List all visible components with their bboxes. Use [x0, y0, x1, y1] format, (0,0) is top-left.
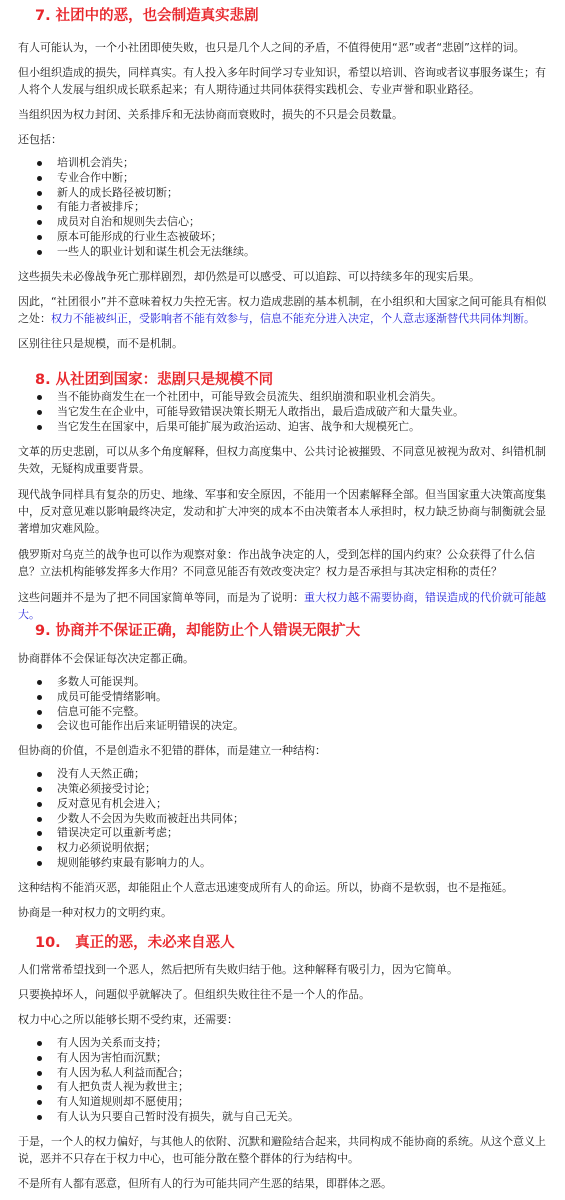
section-7-bullet-list: [0, 156, 565, 260]
list-item: 错误决定可以重新考虑；: [0, 826, 565, 841]
section-8-heading: 8. 从社团到国家：悲剧只是规模不同: [35, 372, 274, 388]
list-item: 有人因为害怕而沉默；: [0, 1051, 565, 1066]
section-9-paragraph: 但协商的价值，不是创造永不犯错的群体，而是建立一种结构：: [18, 744, 326, 758]
section-10-bullet-list: [0, 1036, 565, 1125]
section-10-paragraph: 不是所有人都有恶意，但所有人的行为可能共同产生恶的结果，即群体之恶。: [18, 1176, 392, 1190]
list-item: 成员对自治和规则失去信心；: [0, 215, 565, 230]
section-10: [0, 933, 565, 1192]
paragraph-text: 这些问题并不是为了把不同国家简单等同，而是为了说明：: [18, 591, 304, 605]
list-item: 当它发生在国家中，后果可能扩展为政治运动、迫害、战争和大规模死亡。: [0, 420, 565, 435]
section-10-heading: 10. 真正的恶，未必来自恶人: [35, 935, 235, 951]
list-item: 多数人可能误判。: [0, 675, 565, 690]
highlighted-text: 权力不能被纠正，受影响者不能有效参与，信息不能充分进入决定，个人意志逐渐替代共同体判断。: [51, 311, 535, 325]
section-9: [0, 621, 565, 921]
section-7-paragraph: 有人可能认为，一个小社团即使失败，也只是几个人之间的矛盾，不值得使用“恶”或者“悲剧”这样的词。: [18, 41, 525, 54]
list-item: 有人把负责人视为救世主；: [0, 1080, 565, 1095]
section-9-heading: 9. 协商并不保证正确，却能防止个人错误无限扩大: [35, 623, 361, 639]
list-item: 新人的成长路径被切断；: [0, 186, 565, 201]
list-item: 一些人的职业计划和谋生机会无法继续。: [0, 245, 565, 260]
section-9-paragraph: 协商是一种对权力的文明约束。: [18, 905, 172, 919]
section-9-bullet-list: [0, 767, 565, 871]
section-7-heading: 7. 社团中的恶，也会制造真实悲剧: [35, 8, 259, 24]
section-7-paragraph: 但小组织造成的损失，同样真实。有人投入多年时间学习专业知识，希望以培训、咨询或者议事服务谋生；有人将个人发展与组织成长联系起来；有人期待通过共同体获得实践机会、专业声誉和职业路径。: [18, 66, 546, 96]
section-7-paragraph: 这些损失未必像战争死亡那样剧烈，却仍然是可以感受、可以追踪、可以持续多年的现实后果。: [18, 269, 480, 283]
list-item: 有人知道规则却不愿使用；: [0, 1095, 565, 1110]
section-8-paragraph: 俄罗斯对乌克兰的战争也可以作为观察对象：作出战争决定的人，受到怎样的国内约束？公众获得了什么信息？立法机构能够发挥多大作用？不同意见能否有效改变决定？权力是否承担与其决定相称的责任？: [18, 548, 535, 579]
list-item: 当不能协商发生在一个社团中，可能导致会员流失、组织崩溃和职业机会消失。: [0, 390, 565, 405]
list-item: 会议也可能作出后来证明错误的决定。: [0, 719, 565, 734]
section-7: [0, 6, 565, 352]
section-7-paragraph: 当组织因为权力封闭、关系排斥和无法协商而衰败时，损失的不只是会员数量。: [18, 108, 403, 121]
section-10-paragraph: 于是，一个人的权力偏好，与其他人的依附、沉默和避险结合起来，共同构成不能协商的系统。从这个意义上说，恶并不只存在于权力中心，也可能分散在整个群体的行为结构中。: [18, 1134, 546, 1165]
section-8-paragraph: [18, 589, 548, 623]
section-8-paragraph: 现代战争同样具有复杂的历史、地缘、军事和安全原因，不能用一个因素解释全部。但当国家重大决策高度集中，反对意见难以影响最终决定，发动和扩大冲突的成本不由决策者本人承担时，权力缺乏协商与制衡就会显著增加灾难风险。: [18, 488, 546, 536]
list-item: 规则能够约束最有影响力的人。: [0, 856, 565, 871]
section-9-paragraph: 这种结构不能消灭恶，却能阻止个人意志迅速变成所有人的命运。所以，协商不是软弱，也不是拖延。: [18, 880, 513, 894]
section-8-paragraph: 文革的历史悲剧，可以从多个角度解释，但权力高度集中、公共讨论被摧毁、不同意见被视为敌对、纠错机制失效，无疑构成重要背景。: [18, 445, 546, 476]
section-8: [0, 370, 565, 623]
list-item: 培训机会消失；: [0, 156, 565, 171]
section-10-paragraph: 只要换掉坏人，问题似乎就解决了。但组织失败往往不是一个人的作品。: [18, 988, 370, 1001]
list-item: 有能力者被排斥；: [0, 200, 565, 215]
list-item: 当它发生在企业中，可能导致错误决策长期无人敢指出，最后造成破产和大量失业。: [0, 405, 565, 420]
list-item: 信息可能不完整。: [0, 705, 565, 720]
list-item: 原本可能形成的行业生态被破坏；: [0, 230, 565, 245]
section-8-bullet-list: [0, 390, 565, 434]
list-item: 有人认为只要自己暂时没有损失，就与自己无关。: [0, 1110, 565, 1125]
section-9-bullet-list: [0, 675, 565, 734]
paragraph-text: 因此，“社团很小”并不意味着权力失控无害。权力造成悲剧的基本机制，在小组织和大国家之间可能具有相似之处：: [18, 294, 547, 325]
list-item: 有人因为私人利益而配合；: [0, 1066, 565, 1081]
list-item: 专业合作中断；: [0, 171, 565, 186]
list-item: 有人因为关系而支持；: [0, 1036, 565, 1051]
section-7-paragraph: 区别往往只是规模，而不是机制。: [18, 336, 183, 350]
list-item: 成员可能受情绪影响。: [0, 690, 565, 705]
list-item: 没有人天然正确；: [0, 767, 565, 782]
section-9-paragraph: 协商群体不会保证每次决定都正确。: [18, 652, 194, 665]
list-item: 反对意见有机会进入；: [0, 797, 565, 812]
section-10-paragraph: 权力中心之所以能够长期不受约束，还需要：: [18, 1013, 238, 1026]
list-item: 权力必须说明依据；: [0, 841, 565, 856]
list-item: 少数人不会因为失败而被赶出共同体；: [0, 812, 565, 827]
section-7-paragraph: 还包括：: [18, 133, 62, 146]
list-item: 决策必须接受讨论；: [0, 782, 565, 797]
highlighted-text: 重大权力越不需要协商，错误造成的代价就可能越大。: [18, 591, 546, 622]
section-7-paragraph: [18, 293, 548, 327]
section-10-paragraph: 人们常常希望找到一个恶人，然后把所有失败归结于他。这种解释有吸引力，因为它简单。: [18, 963, 458, 976]
